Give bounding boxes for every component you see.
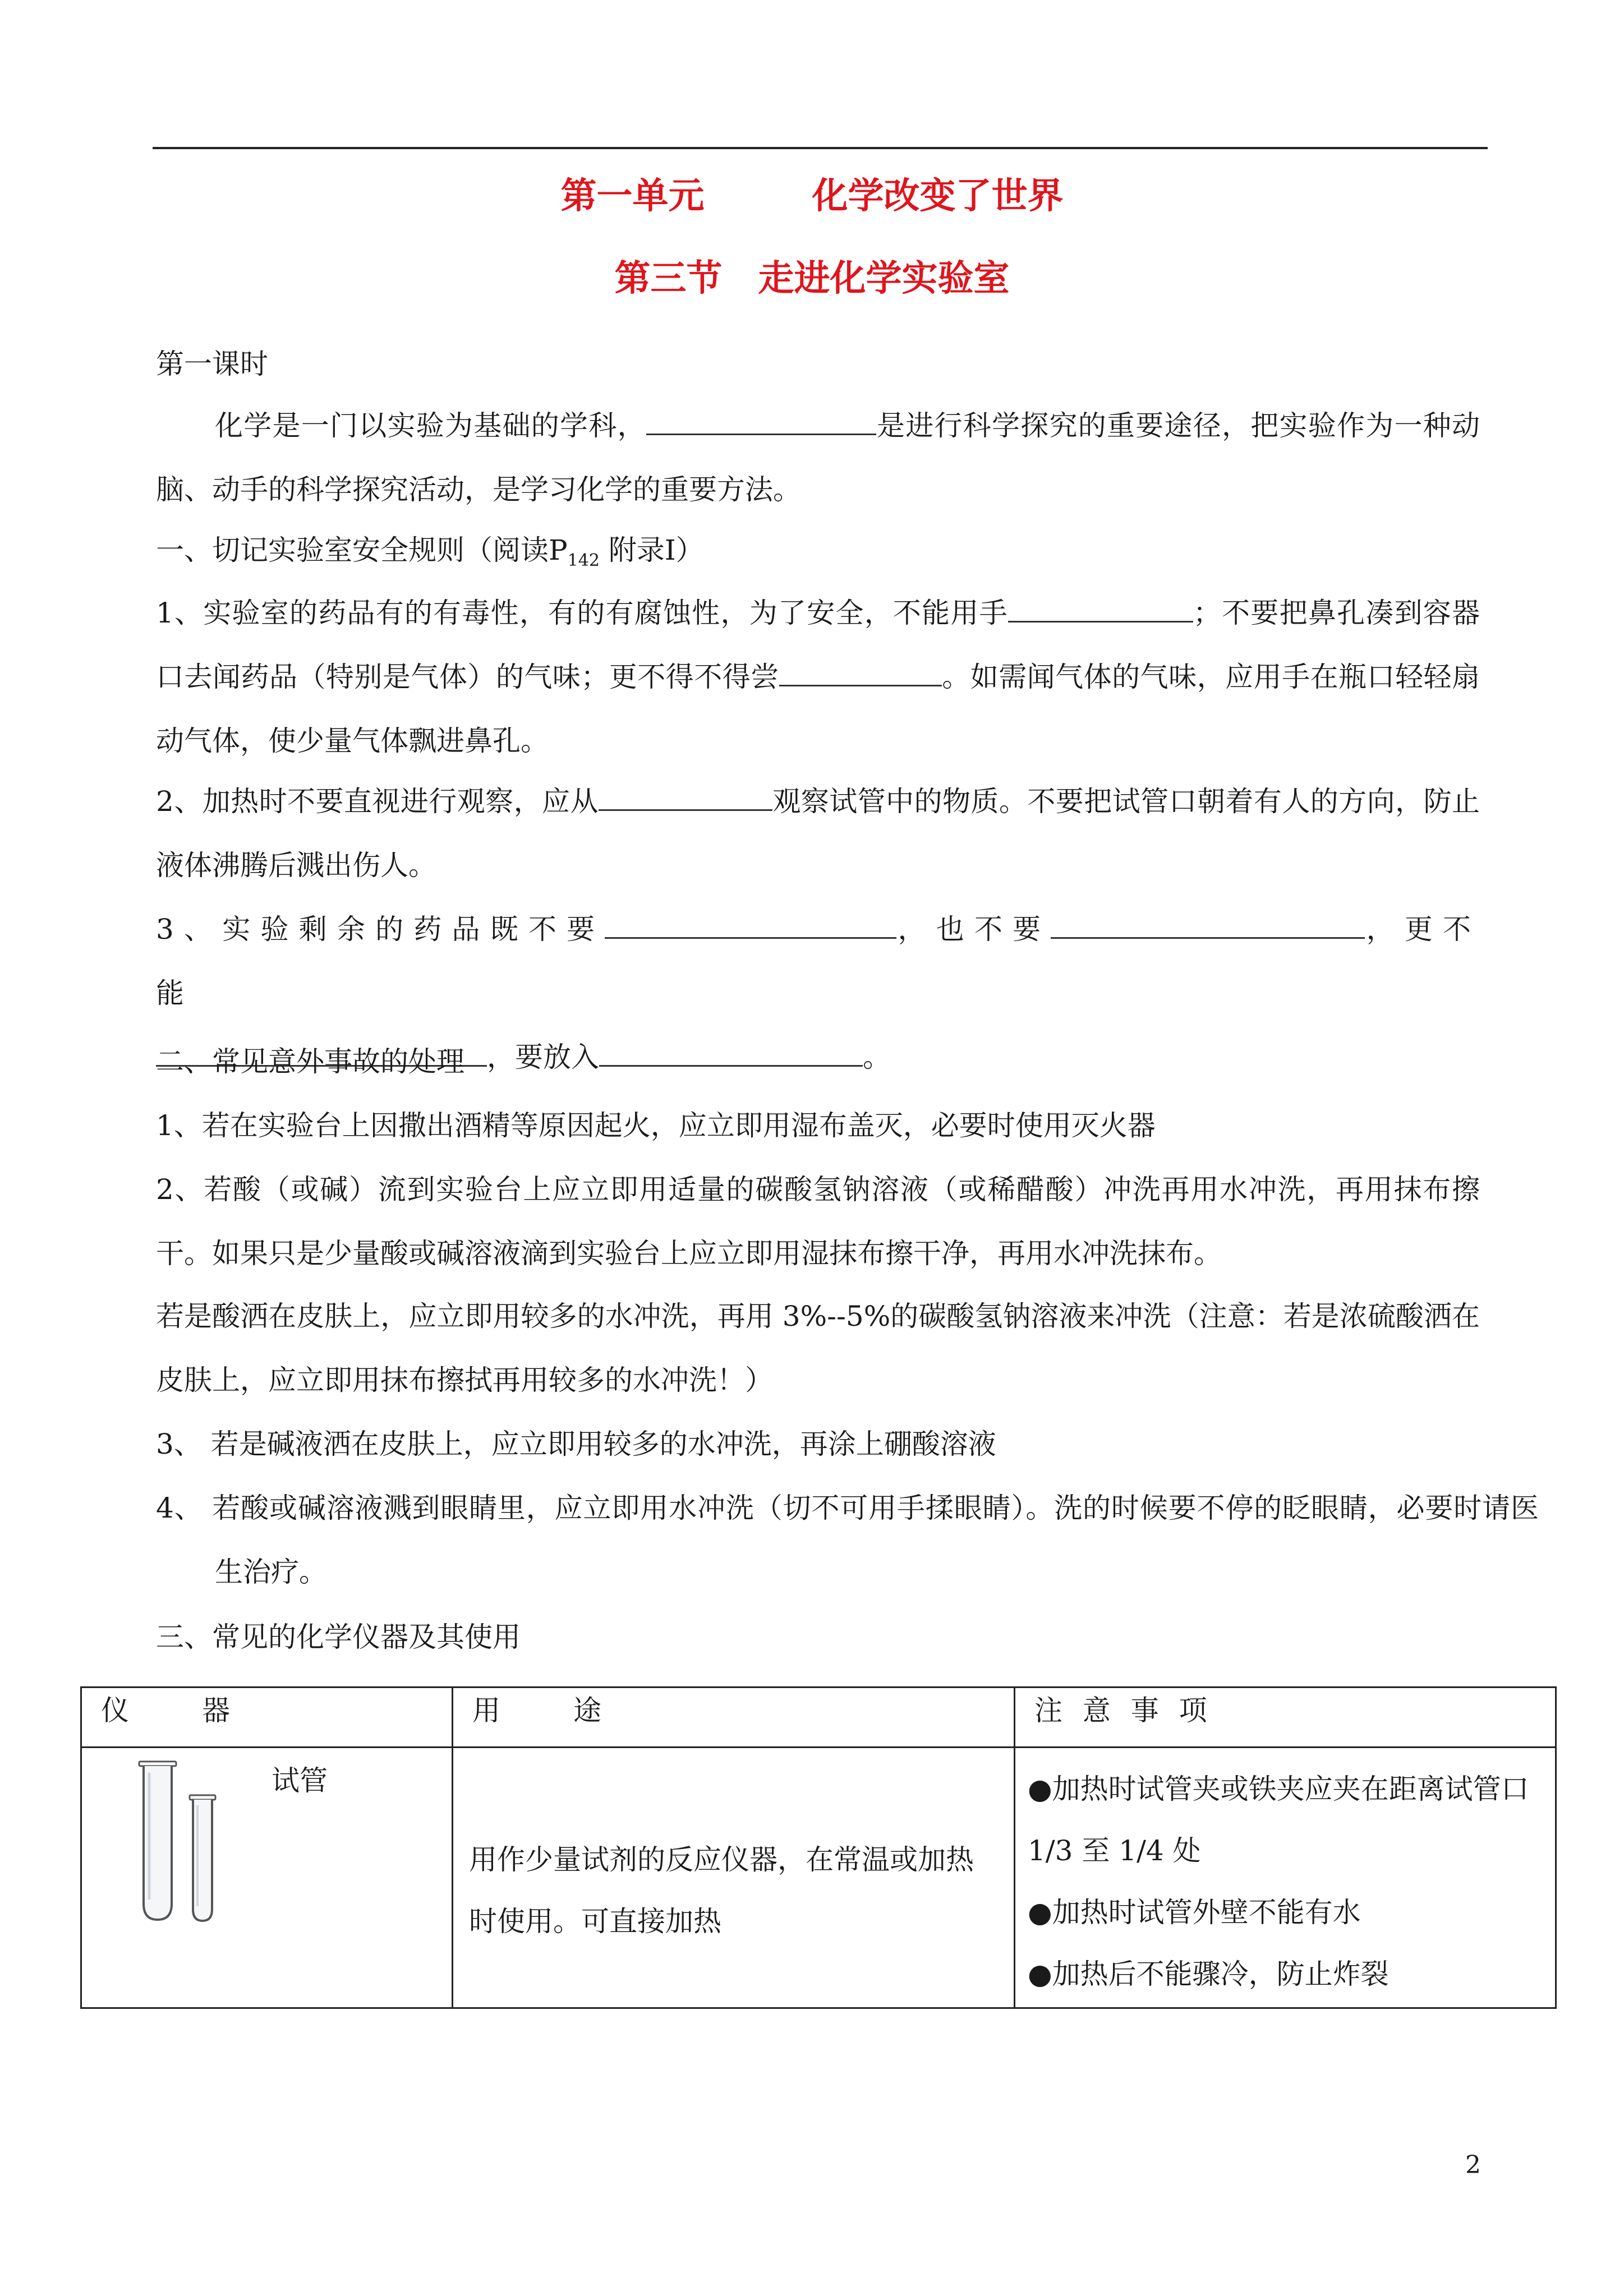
lesson-label: 第一课时 bbox=[156, 348, 268, 380]
section2-item2: 2、若酸（或碱）流到实验台上应立即用适量的碳酸氢钠溶液（或稀醋酸）冲洗再用水冲洗，再用抹布擦干。如果只是少量酸或碱溶液滴到实验台上应立即用湿抹布擦干净，再用水冲洗抹布。 bbox=[156, 1173, 1480, 1270]
note-item: ●加热后不能骤冷，防止炸裂 bbox=[1028, 1958, 1389, 1990]
note-item: ●加热时试管外壁不能有水 bbox=[1028, 1896, 1361, 1929]
instrument-table bbox=[80, 1686, 1557, 2009]
header-instrument: 仪 器 bbox=[81, 1688, 453, 1748]
fill-blank bbox=[605, 915, 896, 939]
unit-title: 第一单元 化学改变了世界 bbox=[560, 175, 1064, 217]
section1-item2: 2、加热时不要直视进行观察，应从 观察试管中的物质。不要把试管口朝着有人的方向，防止液体沸腾后溅出伤人。 bbox=[156, 785, 1480, 882]
fill-blank bbox=[779, 662, 942, 686]
section2-item3: 3、 若是碱液洒在皮肤上，应立即用较多的水冲洗，再涂上硼酸溶液 bbox=[156, 1428, 996, 1460]
fill-blank bbox=[1008, 598, 1193, 623]
header-notes: 注 意 事 项 bbox=[1015, 1688, 1556, 1748]
note-item: ●加热时试管夹或铁夹应夹在距离试管口 1/3 至 1/4 处 bbox=[1028, 1773, 1529, 1867]
section2-item4: 4、 若酸或碱溶液溅到眼睛里，应立即用水冲洗（切不可用手揉眼睛）。洗的时候要不停的眨眼睛，必要时请医生治疗。 bbox=[156, 1492, 1539, 1588]
instrument-cell bbox=[81, 1748, 453, 2008]
header-rule bbox=[153, 147, 1488, 149]
section2-heading: 二、常见意外事故的处理 bbox=[156, 1045, 464, 1078]
intro-paragraph: 化学是一门以实验为基础的学科， 是进行科学探究的重要途径，把实验作为一种动脑、动手的科学探究活动，是学习化学的重要方法。 bbox=[156, 409, 1480, 506]
use-cell: 用作少量试剂的反应仪器，在常温或加热时使用。可直接加热 bbox=[453, 1748, 1015, 2008]
section1-item1: 1、实验室的药品有的有毒性，有的有腐蚀性，为了安全，不能用手 ；不要把鼻孔凑到容器口去闻药品（特别是气体）的气味；更不得不得尝 。如需闻气体的气味，应用手在瓶口轻轻扇动气体，使少量气体飘进鼻孔。 bbox=[156, 597, 1480, 757]
section1-heading: 一、切记实验室安全规则（阅读$P_{142}$ 附录Ⅰ） bbox=[156, 534, 704, 570]
section-title: 第三节 走进化学实验室 bbox=[614, 257, 1010, 299]
instrument-name: 试管 bbox=[272, 1764, 328, 1797]
fill-blank bbox=[1051, 915, 1365, 939]
section2-item2-extra: 若是酸洒在皮肤上，应立即用较多的水冲洗，再用 3%--5%的碳酸氢钠溶液来冲洗（注意：若是浓硫酸洒在皮肤上，应立即用抹布擦拭再用较多的水冲洗！） bbox=[156, 1300, 1480, 1396]
table-row bbox=[81, 1748, 1556, 2008]
page-number: 2 bbox=[1465, 2151, 1481, 2179]
test-tube-icon bbox=[134, 1759, 218, 1928]
section3-heading: 三、常见的化学仪器及其使用 bbox=[156, 1621, 521, 1653]
section1-item3: 3、实验剩余的药品既不要 ，也不要 ，更不能 ，要放入 。 bbox=[156, 913, 1480, 1073]
fill-blank bbox=[599, 787, 772, 811]
header-use: 用 途 bbox=[453, 1688, 1015, 1748]
fill-blank bbox=[646, 411, 876, 435]
notes-cell bbox=[1015, 1748, 1556, 2008]
table-header-row bbox=[81, 1688, 1556, 1748]
section2-item1: 1、若在实验台上因撒出酒精等原因起火，应立即用湿布盖灭，必要时使用灭火器 bbox=[156, 1109, 1156, 1142]
